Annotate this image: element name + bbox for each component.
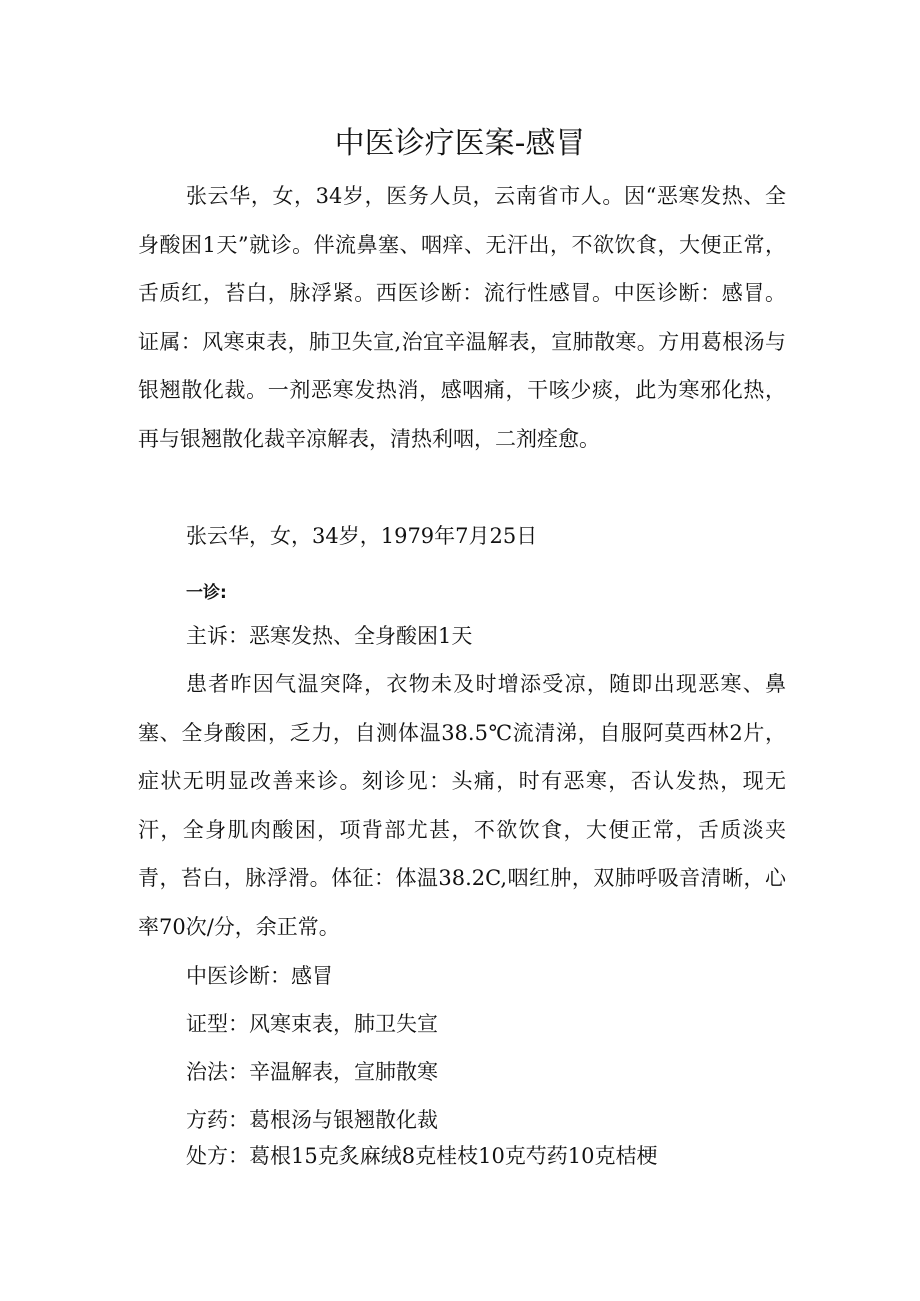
first-visit-heading: 一诊: (186, 583, 227, 603)
chief-complaint: 主诉：恶寒发热、全身酸困1天 (186, 624, 473, 648)
history-paragraph: 患者昨因气温突降，衣物未及时增添受凉，随即出现恶寒、鼻塞、全身酸困，乏力，自测体温38.5℃流清涕，自服阿莫西林2片，症状无明显改善来诊。刻诊见：头痛，时有恶寒，否认发热，现无汗，全身肌肉酸困，项背部尤甚，不欲饮食，大便正常，舌质淡夹青，苔白，脉浮滑。体征：体温38.2C,咽红肿，双肺呼吸音清晰，心率70次/分，余正常。 (138, 672, 786, 939)
document-title: 中医诊疗医案-感冒 (334, 126, 586, 161)
syndrome-line: 证型：风寒束表，肺卫失宣 (186, 1012, 438, 1036)
case-summary-paragraph: 张云华，女，34岁，医务人员，云南省市人。因“恶寒发热、全身酸困1天”就诊。伴流鼻塞、咽痒、无汗出，不欲饮食，大便正常，舌质红，苔白，脉浮紧。西医诊断：流行性感冒。中医诊断：感冒。证属：风寒束表，肺卫失宣,治宜辛温解表，宣肺散寒。方用葛根汤与银翘散化裁。一剂恶寒发热消，感咽痛，干咳少痰，此为寒邪化热，再与银翘散化裁辛凉解表，清热利咽，二剂痊愈。 (138, 184, 786, 451)
prescription-line: 处方：葛根15克炙麻绒8克桂枝10克芍药10克桔梗 (186, 1144, 658, 1168)
tcm-diagnosis-line: 中医诊断：感冒 (186, 964, 333, 988)
formula-line: 方药：葛根汤与银翘散化裁 (186, 1108, 438, 1132)
treatment-line: 治法：辛温解表，宣肺散寒 (186, 1060, 438, 1084)
patient-info-line: 张云华，女，34岁，1979年7月25日 (186, 524, 538, 548)
